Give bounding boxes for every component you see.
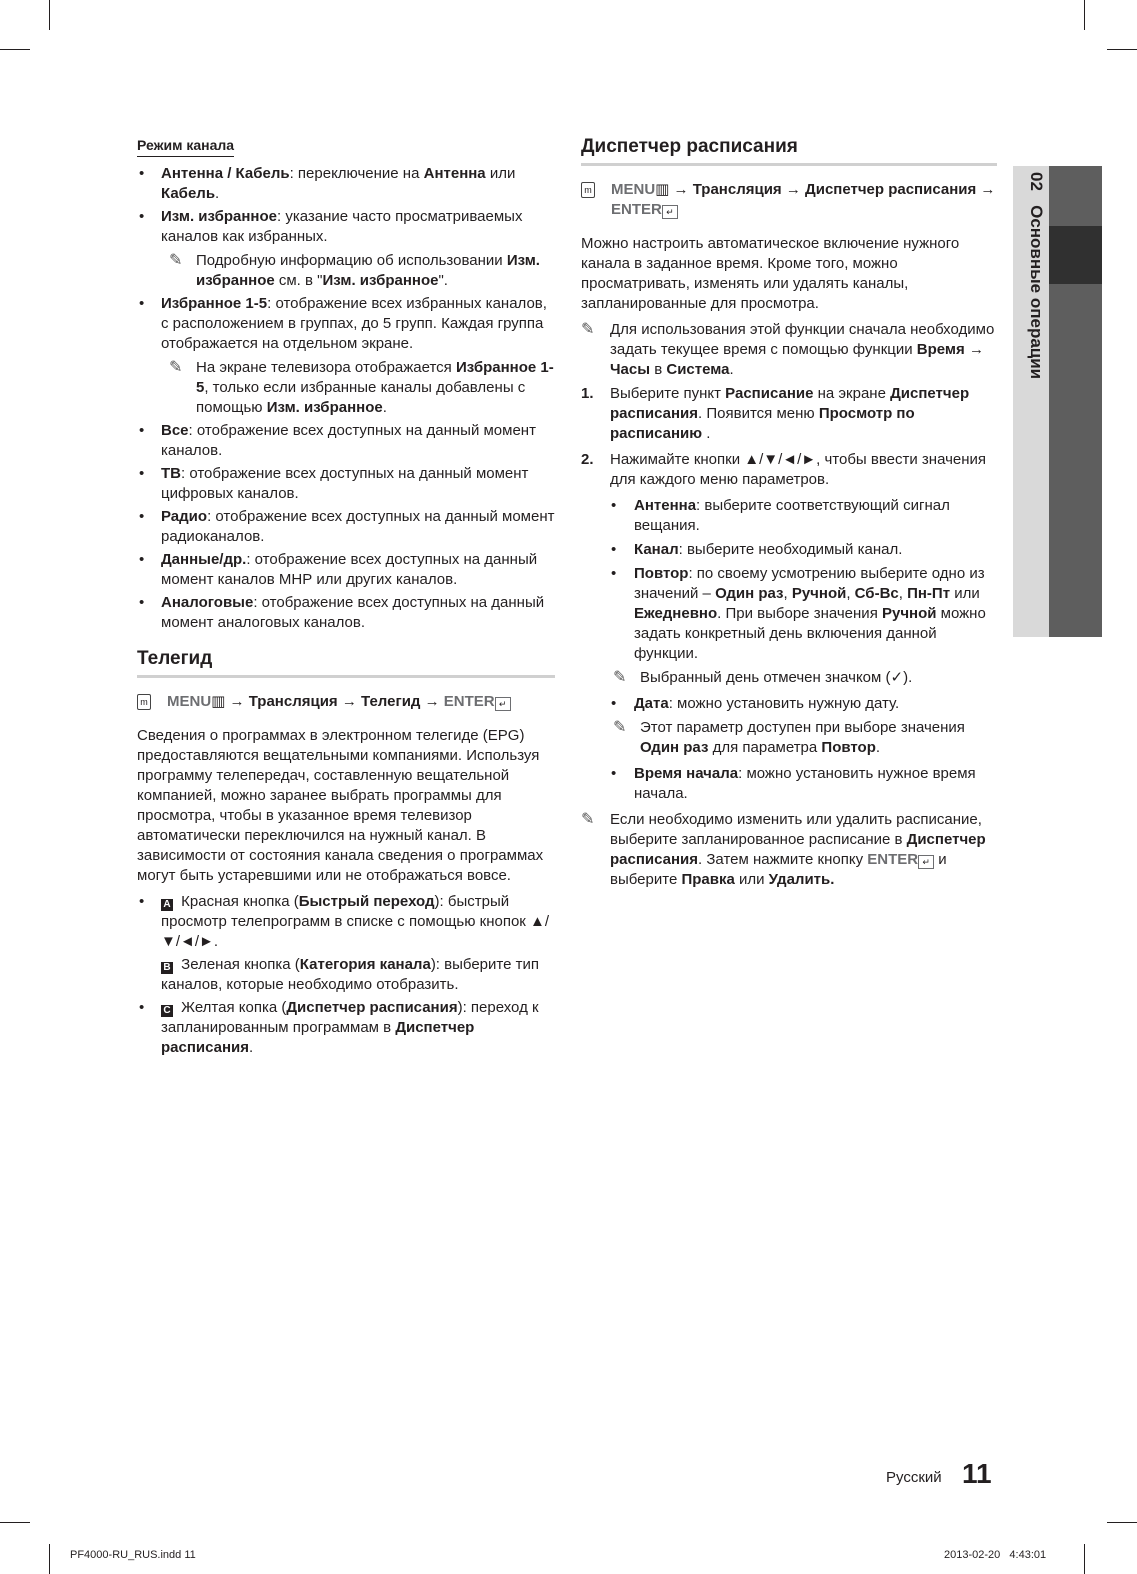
- list-item: • Все: отображение всех доступных на данный момент каналов.: [137, 421, 555, 461]
- schedule-menu-path: m MENU▥ → Трансляция → Диспетчер расписания → ENTER ↵: [581, 180, 997, 220]
- list-item: • Антенна / Кабель: переключение на Антенна или Кабель.: [137, 164, 555, 204]
- slug-date: 2013-02-20 4:43:01: [944, 1549, 1047, 1561]
- schedule-manager-heading: Диспетчер расписания: [581, 135, 997, 166]
- page-number: 11: [962, 1458, 992, 1489]
- enter-icon: ↵: [495, 697, 511, 711]
- menu-remote-icon: m: [581, 182, 595, 198]
- list-item: • C Желтая копка (Диспетчер расписания): переход к запланированным программам в Диспетчер расписания.: [137, 998, 555, 1058]
- crop-mark: [1084, 0, 1085, 30]
- list-item: • Антенна: выберите соответствующий сигнал вещания.: [581, 496, 997, 536]
- schedule-intro: Можно настроить автоматическое включение нужного канала в заданное время. Кроме того, можно просматривать, изменять или удалять каналы, запланированные для просмотра.: [581, 235, 960, 312]
- step-item: 1. Выберите пункт Расписание на экране Диспетчер расписания. Появится меню Просмотр по расписанию .: [581, 385, 970, 442]
- crop-mark: [1107, 1522, 1137, 1523]
- channel-mode-heading: Режим канала: [137, 135, 234, 157]
- list-item: • A Красная кнопка (Быстрый переход): быстрый просмотр телепрограмм в списке с помощью кнопок ▲/▼/◄/►.: [137, 892, 555, 952]
- note: ✎ Подробную информацию об использовании Изм. избранное см. в "Изм. избранное".: [169, 252, 540, 289]
- enter-icon: ↵: [662, 205, 678, 219]
- crop-mark: [49, 0, 50, 30]
- list-item: • Дата: можно установить нужную дату.: [581, 694, 997, 714]
- menu-remote-icon: m: [137, 694, 151, 710]
- list-item: • Данные/др.: отображение всех доступных на данный момент каналов МНР или других каналов.: [137, 550, 555, 590]
- crop-mark: [1084, 1544, 1085, 1574]
- list-item: • Радио: отображение всех доступных на данный момент радиоканалов.: [137, 507, 555, 547]
- pencil-note-icon: ✎: [581, 321, 595, 338]
- note: ✎ Выбранный день отмечен значком (✓).: [613, 669, 913, 686]
- list-item: • Изм. избранное: указание часто просматриваемых каналов как избранных.: [137, 207, 555, 247]
- note: ✎ Этот параметр доступен при выборе значения Один раз для параметра Повтор.: [613, 719, 965, 756]
- right-column: [581, 135, 997, 894]
- green-button-icon: B: [161, 962, 173, 974]
- crop-mark: [49, 1544, 50, 1574]
- list-item: • Аналоговые: отображение всех доступных на данный момент аналоговых каналов.: [137, 593, 555, 633]
- note: ✎ Если необходимо изменить или удалить расписание, выберите запланированное расписание в Диспетчер расписания. Затем нажмите кнопку ENTER ↵ и выберите Правка или Удалить.: [581, 811, 986, 888]
- step-item: 2. Нажимайте кнопки ▲/▼/◄/►, чтобы ввести значения для каждого меню параметров.: [581, 451, 987, 488]
- checkmark-icon: ✓: [890, 669, 904, 686]
- pencil-note-icon: ✎: [613, 669, 627, 686]
- enter-icon: ↵: [918, 855, 934, 869]
- red-button-icon: A: [161, 899, 173, 911]
- pencil-note-icon: ✎: [613, 719, 627, 736]
- crop-mark: [0, 49, 30, 50]
- chapter-label: 02 Основные операции: [1027, 172, 1046, 380]
- crop-mark: [0, 1522, 30, 1523]
- list-item: • Время начала: можно установить нужное время начала.: [581, 764, 997, 804]
- crop-mark: [1107, 49, 1137, 50]
- footer-language: Русский: [886, 1469, 942, 1486]
- list-item: • Канал: выберите необходимый канал.: [581, 540, 997, 560]
- menu-grid-icon: ▥: [655, 181, 670, 198]
- list-item: • ТВ: отображение всех доступных на данный момент цифровых каналов.: [137, 464, 555, 504]
- note: ✎ На экране телевизора отображается Избранное 1-5, только если избранные каналы добавлены с помощью Изм. избранное.: [169, 359, 554, 416]
- yellow-button-icon: C: [161, 1005, 173, 1017]
- pencil-note-icon: ✎: [169, 359, 183, 376]
- guide-heading: Телегид: [137, 647, 555, 678]
- list-item: • Избранное 1-5: отображение всех избранных каналов, с расположением в группах, до 5 групп. Каждая группа отображается на отдельном экране.: [137, 294, 555, 354]
- pencil-note-icon: ✎: [581, 811, 595, 828]
- list-item: B Зеленая кнопка (Категория канала): выберите тип каналов, которые необходимо отобразить.: [161, 956, 539, 993]
- menu-grid-icon: ▥: [211, 693, 226, 710]
- list-item: • Повтор: по своему усмотрению выберите одно из значений – Один раз, Ручной, Сб-Вс, Пн-Пт или Ежедневно. При выборе значения Ручной можно задать конкретный день включения данной функции.: [581, 564, 997, 664]
- note: ✎ Для использования этой функции сначала необходимо задать текущее время с помощью функции Время → Часы в Система.: [581, 321, 995, 378]
- guide-menu-path: m MENU▥ → Трансляция → Телегид → ENTER ↵: [137, 692, 555, 712]
- slug-file: PF4000-RU_RUS.indd 11: [70, 1549, 196, 1561]
- left-column: [137, 135, 555, 1061]
- guide-description: Сведения о программах в электронном телегиде (EPG) предоставляются вещательными компаниями. Используя программу телепередач, составленную вещательной компанией, можно заранее выбрать программы для просмотра, чтобы в указанное время телевизор автоматически переключился на нужный канал. В зависимости от состояния канала сведения о программах могут быть устаревшими или не отображаться вовсе.: [137, 727, 544, 884]
- chapter-tab-marker: [1049, 226, 1102, 284]
- pencil-note-icon: ✎: [169, 252, 183, 269]
